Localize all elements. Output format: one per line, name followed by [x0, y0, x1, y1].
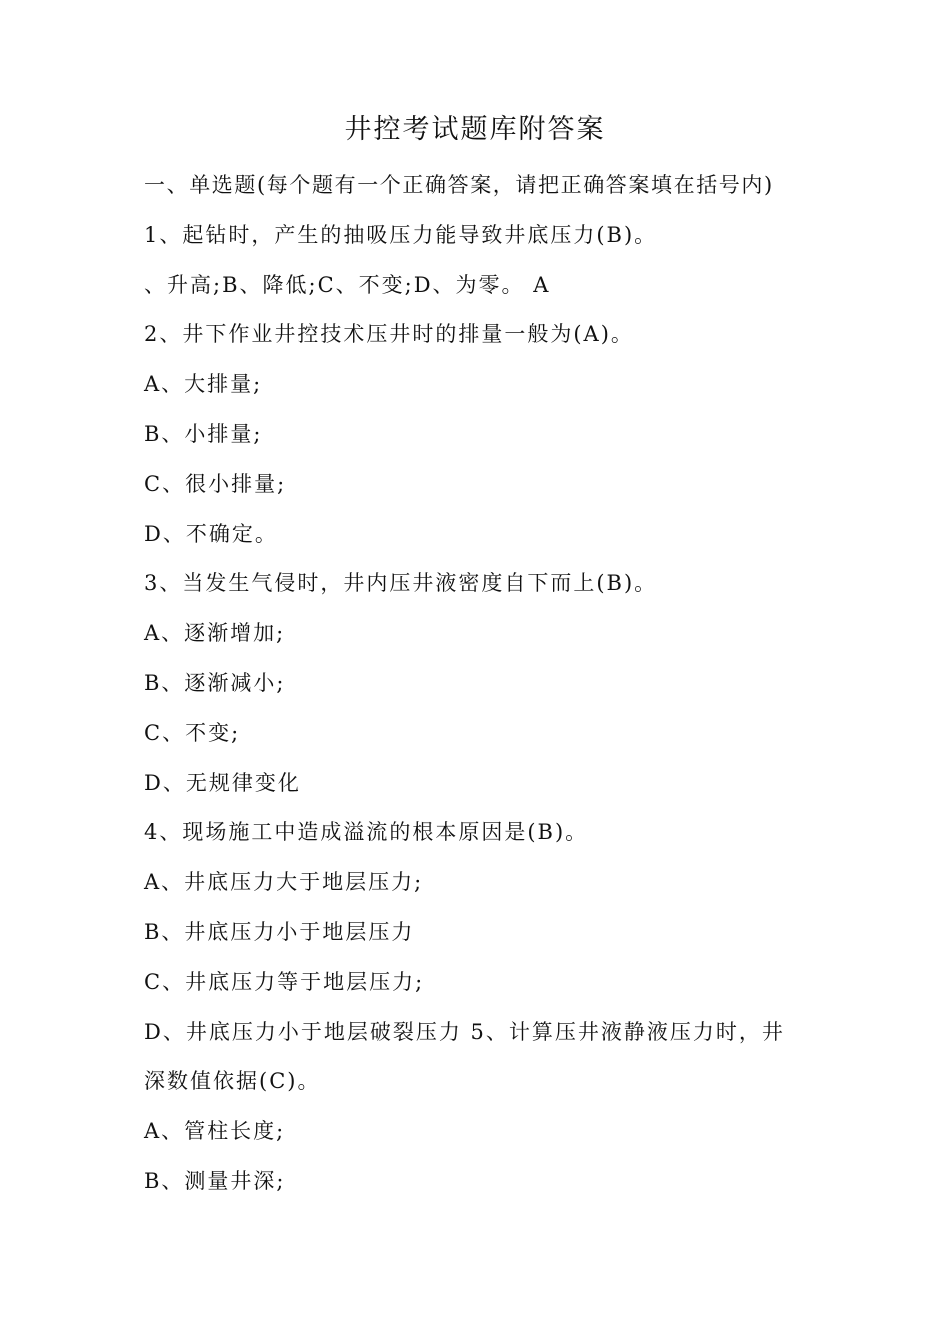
question-4-option-d-and-question-5: D、井底压力小于地层破裂压力 5、计算压井液静液压力时，井 — [144, 1019, 785, 1044]
question-3-option-b: B、逐渐减小; — [144, 670, 286, 695]
question-3-option-d: D、无规律变化 — [144, 770, 301, 795]
question-5-option-b: B、测量井深; — [144, 1168, 286, 1193]
document-title: 井控考试题库附答案 — [344, 114, 606, 145]
question-3-option-a: A、逐渐增加; — [144, 621, 286, 646]
question-5-option-a: A、管柱长度; — [144, 1119, 286, 1144]
question-1: 1、起钻时，产生的抽吸压力能导致井底压力(B)。 — [144, 222, 658, 247]
question-2-option-d: D、不确定。 — [144, 521, 278, 546]
section-heading-single-choice: 一、单选题(每个题有一个正确答案，请把正确答案填在括号内) — [144, 173, 774, 197]
question-4: 4、现场施工中造成溢流的根本原因是(B)。 — [144, 820, 589, 845]
question-4-option-c: C、井底压力等于地层压力; — [144, 969, 425, 994]
question-4-option-b: B、井底压力小于地层压力 — [144, 919, 415, 944]
question-4-option-a: A、井底压力大于地层压力; — [144, 870, 424, 895]
question-1-options: 、升高;B、降低;C、不变;D、为零。 A — [144, 272, 551, 297]
question-5-continued: 深数值依据(C)。 — [144, 1069, 321, 1094]
question-3: 3、当发生气侵时，井内压井液密度自下而上(B)。 — [144, 571, 658, 596]
question-2-option-c: C、很小排量; — [144, 471, 287, 496]
question-2: 2、井下作业井控技术压井时的排量一般为(A)。 — [144, 322, 634, 347]
question-3-option-c: C、不变; — [144, 720, 241, 745]
question-2-option-a: A、大排量; — [144, 372, 263, 397]
question-2-option-b: B、小排量; — [144, 421, 263, 446]
document-body — [144, 161, 814, 1207]
